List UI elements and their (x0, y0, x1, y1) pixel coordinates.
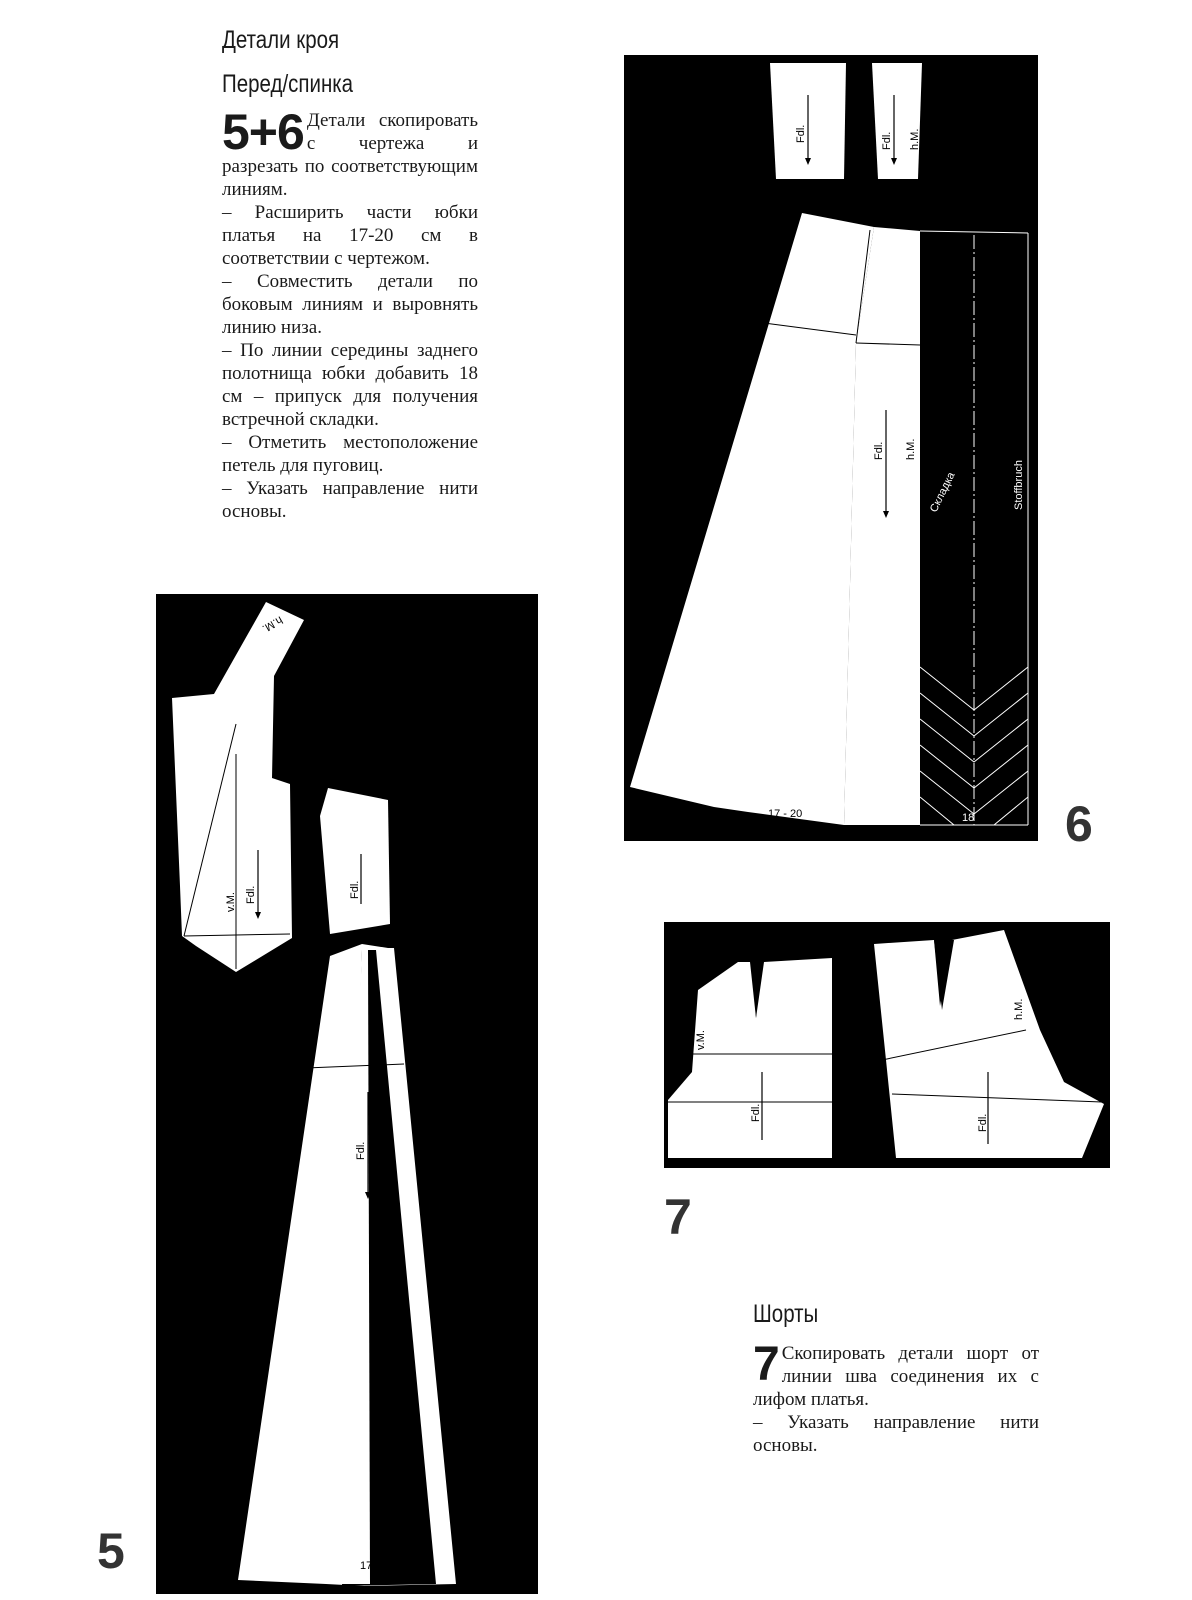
center-back-mark: h.M. (1013, 998, 1025, 1020)
grain-mark: Fdl. (795, 124, 807, 143)
center-mark: v.M. (695, 1030, 707, 1050)
grain-mark: Fdl. (873, 441, 885, 460)
grain-mark: Fdl. (750, 1103, 762, 1122)
section-subtitle: Перед/спинка (222, 70, 354, 98)
center-mark: h.M. (905, 438, 917, 460)
center-mark: v.M. (225, 892, 237, 912)
instruction-paragraph: – По линии середины заднего полотнища юбки добавить 18 см – припуск для получения встречной складки. (222, 340, 478, 430)
figure-6-drawing (624, 55, 1038, 841)
instruction-paragraph: – Совместить детали по боковым линиям и выровнять линию низа. (222, 271, 478, 338)
instruction-paragraph: 5+6 Детали скопировать с чертежа и разрезать по соответствующим линиям. (222, 104, 478, 200)
grain-mark: Fdl. (881, 131, 893, 150)
bust-mark: Bt (271, 810, 282, 822)
pleat-width-mark: 18 (962, 812, 975, 824)
width-mark: 17 - 20 (768, 808, 803, 820)
section-number: 7 (753, 1338, 779, 1391)
center-back-mark: h.M. (259, 613, 285, 635)
figure-5-label: 5 (97, 1523, 125, 1579)
grain-mark: Fdl. (977, 1113, 989, 1132)
fold-mark: Складка (927, 470, 958, 515)
grain-mark: Fdl. (355, 1141, 367, 1160)
figure-7-drawing (664, 922, 1110, 1168)
section-number: 5+6 (222, 104, 304, 160)
page-title: Детали кроя (222, 26, 340, 54)
instructions-7 (753, 1338, 1039, 1457)
fabric-fold-mark: Stoffbruch (1013, 460, 1025, 510)
center-mark: h.M. (909, 128, 921, 150)
width-mark: 17 - 20 (360, 1560, 395, 1572)
instruction-paragraph: – Указать направление нити основы. (753, 1412, 1039, 1456)
figure-6-label: 6 (1065, 796, 1093, 852)
figure-6-pattern (624, 55, 1038, 841)
instructions-5-6 (222, 104, 478, 523)
instruction-paragraph: – Отметить местоположение петель для пуговиц. (222, 432, 478, 476)
instruction-paragraph: 7 Скопировать детали шорт от линии шва соединения их с лифом платья. (753, 1338, 1039, 1410)
grain-mark: Fdl. (245, 885, 257, 904)
figure-5-pattern (156, 594, 538, 1594)
figure-7-pattern (664, 922, 1110, 1168)
figure-5-drawing (156, 594, 538, 1594)
figure-7-label: 7 (664, 1189, 692, 1245)
instruction-paragraph: – Расширить части юбки платья на 17-20 см в соответствии с чертежом. (222, 202, 478, 269)
instruction-paragraph: – Указать направление нити основы. (222, 478, 478, 522)
shorts-title: Шорты (753, 1300, 819, 1328)
grain-mark: Fdl. (349, 880, 361, 899)
